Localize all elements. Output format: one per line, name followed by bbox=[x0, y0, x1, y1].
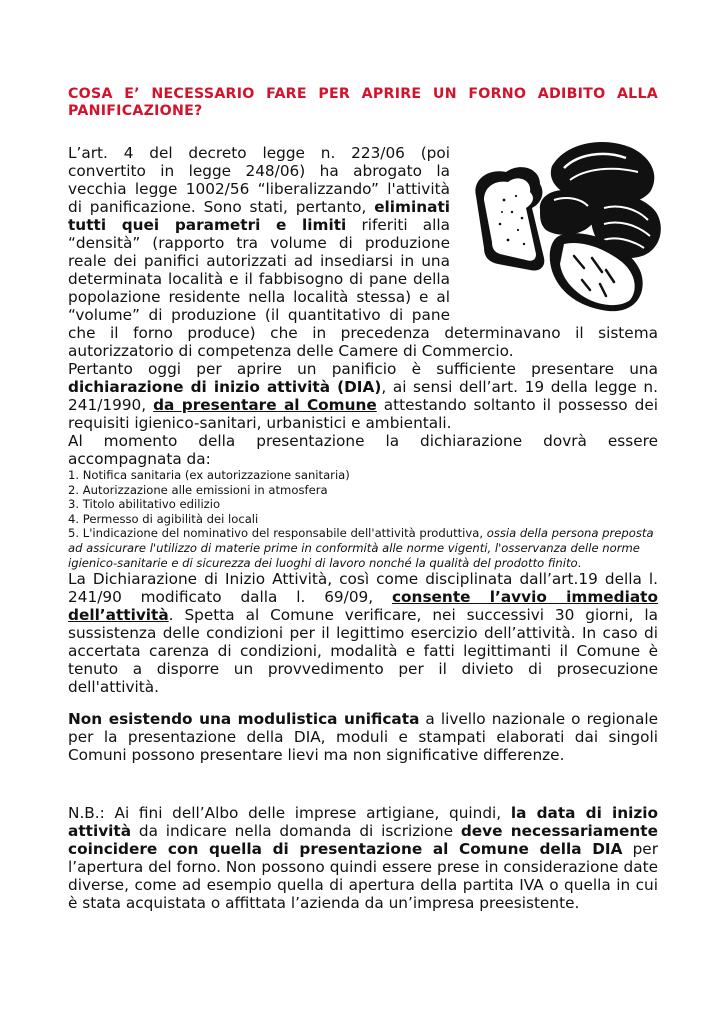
paragraph-6 bbox=[68, 804, 658, 912]
spacer bbox=[68, 696, 658, 710]
p2-text-e: attestando soltanto il possesso dei requisiti igienico-sanitari, urbanistici e ambientali. bbox=[68, 396, 658, 432]
document-page bbox=[68, 86, 658, 912]
p6-text-bold-1: la data di inizio attività bbox=[68, 804, 658, 841]
list-item: 1. Notifica sanitaria (ex autorizzazione sanitaria) bbox=[68, 468, 350, 482]
p2-text-a: Pertanto oggi per aprire un panificio è sufficiente presentare una bbox=[68, 360, 658, 378]
item5-text-c: . bbox=[577, 555, 582, 570]
p4-text-a: La Dichiarazione di Inizio Attività, così come disciplinata dall’art.19 della l. 241/90 modificato dalla l. 69/09, bbox=[68, 570, 658, 607]
p4-text-underlined: consente l’avvio immediato dell’attività bbox=[68, 588, 658, 625]
item5-text-a: 5. L'indicazione del nominativo del responsabile dell'attività produttiva, bbox=[68, 526, 487, 541]
paragraph-5 bbox=[68, 710, 658, 764]
page-title: COSA E’ NECESSARIO FARE PER APRIRE UN FORNO ADIBITO ALLA PANIFICAZIONE? bbox=[68, 86, 658, 119]
paragraph-4 bbox=[68, 570, 658, 696]
p5-text-bold: Non esistendo una modulistica unificata bbox=[68, 710, 420, 729]
p2-text-underlined: da presentare al Comune bbox=[153, 396, 377, 414]
p1-text-c: riferiti alla “densità” (rapporto tra volume di produzione reale dei panifici autorizzati ad insediarsi in una determinata località e il fabbisogno di pane della popolazione residente nella località stessa) e al “volume” di produzione (il quantitativo di pane che il forno produce) che in precedenza determinavano il sistema autorizzatorio di competenza delle Camere di Commercio. bbox=[68, 216, 658, 360]
p4-text-c: . Spetta al Comune verificare, nei successivi 30 giorni, la sussistenza delle condizioni per il legittimo esercizio dell’attività. In caso di accertata carenza di condizioni, modalità e fatti legittimanti il Comune è tenuto a disporre un provvedimento per il divieto di prosecuzione dell'attività. bbox=[68, 606, 658, 697]
p2-text-c: , ai sensi dell’art. 19 della legge n. 241/1990, bbox=[68, 378, 658, 414]
paragraph-3: Al momento della presentazione la dichiarazione dovrà essere accompagnata da: bbox=[68, 432, 658, 468]
spacer bbox=[68, 764, 658, 804]
p1-text-bold: eliminati tutti quei parametri e limiti bbox=[68, 198, 450, 234]
list-item: 2. Autorizzazione alle emissioni in atmosfera bbox=[68, 482, 328, 497]
p2-text-bold: dichiarazione di inizio attività (DIA) bbox=[68, 378, 382, 396]
p1-text-a: L’art. 4 del decreto legge n. 223/06 (poi convertito in legge 248/06) ha abrogato la vecchia legge 1002/56 “liberalizzando” l'attività di panificazione. Sono stati, pertanto, bbox=[68, 144, 450, 216]
list-item-5 bbox=[68, 526, 658, 570]
list-item: 4. Permesso di agibilità dei locali bbox=[68, 511, 259, 526]
paragraph-2 bbox=[68, 360, 658, 432]
p5-text-b: a livello nazionale o regionale per la presentazione della DIA, moduli e stampati elaborati dai singoli Comuni possono presentare lievi ma non significative differenze. bbox=[68, 710, 658, 765]
p6-text-bold-2: deve necessariamente coincidere con quella di presentazione al Comune della DIA bbox=[68, 822, 658, 859]
p6-text-c: da indicare nella domanda di iscrizione bbox=[131, 822, 461, 841]
bread-illustration-icon bbox=[454, 138, 664, 316]
p6-text-a: N.B.: Ai fini dell’Albo delle imprese artigiane, quindi, bbox=[68, 804, 511, 823]
p6-text-e: per l’apertura del forno. Non possono quindi essere prese in considerazione date diverse, come ad esempio quella di apertura della partita IVA o quella in cui è stata acquistata o affittata l’azienda da un’impresa preesistente. bbox=[68, 840, 658, 913]
item5-text-italic: ossia della persona preposta ad assicurare l'utilizzo di materie prime in conformità alle norme vigenti, l'osservanza delle norme igienico-sanitarie e di sicurezza dei luoghi di lavoro nonché la qualità del prodotto finito bbox=[68, 526, 654, 570]
list-item: 3. Titolo abilitativo edilizio bbox=[68, 497, 221, 512]
